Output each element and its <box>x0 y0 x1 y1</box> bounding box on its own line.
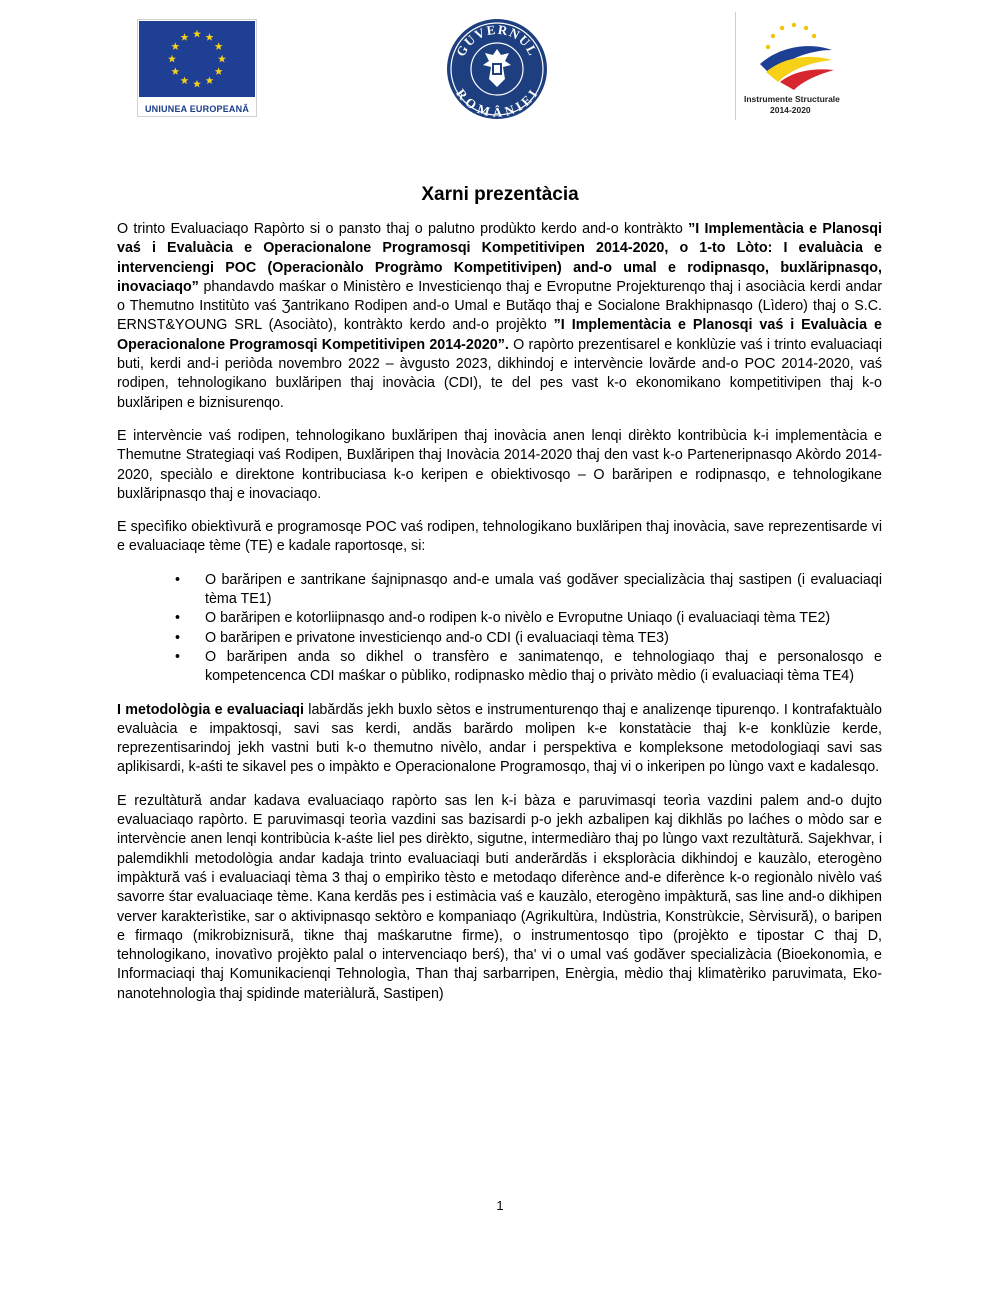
paragraph <box>117 792 882 1004</box>
bullet-icon: • <box>175 571 181 588</box>
list-item-text: O barăripen e privatone investicienqo and-o CDI (i evaluaciaqi tèma TE3) <box>205 629 669 646</box>
paragraph <box>117 701 882 778</box>
government-logo <box>445 17 549 121</box>
government-seal-bottom-text: ROMÂNIEI <box>453 85 541 120</box>
structural-instruments-logo <box>740 16 850 120</box>
page-number: 1 <box>496 1198 504 1213</box>
text-run: E intervèncie vaś rodipen, tehnologikano buxlăripen thaj inovàcia anen lenqi dirèkto kontribùcia k-i implementàcia e Themutne Strategiaqi vaś Rodipen, Buxlăripen thaj Inovàcia 2014-2020 thaj den vast k-o Parteneripnasqo Akòrdo 2014-2020, speciàlo e direktone kontribuciasa k-o keripen e obiektivosqo – O barăripen e rodipnasqo, e tehnologikane buxlăripnasqo thaj e inovaciaqo. <box>117 427 882 502</box>
list-item-text: O barăripen anda so dikhel o transfèro e зanimatenqo, e tehnologiaqo thaj e personalosqo e kompetencenca CDI maśkar o pùbliko, rodipnasko mèdio thaj o privàto mèdio (i evaluaciaqi tèma TE4) <box>205 648 882 685</box>
bold-text-run: I metodològia e evaluaciaqi <box>117 701 304 718</box>
intro-paragraphs <box>117 220 882 557</box>
methodology-paragraphs <box>117 701 882 1004</box>
list-item <box>175 629 882 648</box>
list-item <box>175 648 882 687</box>
bullet-icon: • <box>175 629 181 646</box>
list-item-text: O barăripen e kotorliipnasqo and-o rodipen k-o nivèlo e Evroputne Uniaqo (i evaluaciaqi tèma TE2) <box>205 610 831 627</box>
list-item <box>175 571 882 610</box>
government-seal-icon <box>445 17 549 121</box>
paragraph <box>117 220 882 413</box>
objectives-list <box>117 571 882 687</box>
structural-instruments-icon <box>740 16 850 92</box>
page-title: Xarni prezentàcia <box>421 184 579 205</box>
list-item-text: O barăripen e зantrikane śajnipnasqo and-e umala vaś godăver specializàcia thaj sastipen (i evaluaciaqi tèma TE1) <box>205 571 882 608</box>
text-run: E rezultàtură andar kadava evaluaciaqo rapòrto sas len k-i bàza e paruvimasqi teorìa vazdini palem and-o dujto evaluaciaqo rapòrto. E paruvimasqi teorìa vazdini sas bazisardi p-o jekh azbalipen kaj dikhlăs po laćhes o mòdo sar e intervèncie anen lenqi kontribùcia k-aśte liel pes dirèkto, sigutne, intermediàro thaj po lùngo vaxt rezultàtură. Sajekhvar, i palemdikhli metodològia andar kadaja trinto evaluaciaqi buti anderărdăs i eksploràcia dikhindoj e kauzàlo, eterogèno impàktură vaś i evaluaciaqi tèma 3 thaj o empìriko tèsto e metodaqo diferènce and-e diferènce k-o regionàlo nivèlo vaś savorre śtar evaluaciaqe tème. Kana kerdăs pes i estimàcia vaś e kauzàlo, eterogèno impàktură, sas line and-o dikhipen verver karakterìstike, sar o aktivipnasqo sektòro e kompaniaqo (Agrikultùra, Indùstria, Konstrùkcie, Sèrvisură), o baripen e firmaqo (mikrobiznisură, tikne thaj maśkarutne firme), o instrumentosqo tìpo (projèkto e tipostar C thaj D, tehnologikano, inovatìvo projèkto palal o intervenciaqo berś), tha' vi o umal vaś godăver specializàcia (Bioekonomìa, e Informaciaqi thaj Komunikacienqi Tehnologìa, Than thaj sarbarripen, Enèrgia, mèdio thaj klimatèriko paruvimata, Eko-nanotehnologìa thaj spidinde materiàlură, Sastipen) <box>117 792 882 1002</box>
bullet-icon: • <box>175 610 181 627</box>
structural-instruments-caption: Instrumente Structurale <box>744 94 840 104</box>
eu-flag-icon <box>138 20 256 98</box>
text-run: labărdăs jekh buxlo sètos e instrumenturenqo thaj e analizenqe tipurenqo. I kontrafaktuàlo evaluàcia e impaktosqi, savi sas kerdi, andăs barărdo molipen k-e konstatàcie thaj k-e konklùzie kerde, reprezentisarindoj jekh vastni buti k-o themutno nivèlo, andar i perspektiva e kompleksone metodologiaqi savi sas aplikisardi, k-aśti te sikavel pes o impàkto e Operacionalone Programosqo, thaj vi o inkeripen po lùngo vaxt e kadalesqo. <box>117 701 882 776</box>
bold-text-run: ”I Implementàcia e Planosqi vaś i Evaluàcia e Operacionalone Programosqi Kompetitivipen 2014-2020, o 1-to Lòto: I evaluàcia e intervenciengi POC (Operacionàlo Progràmo Kompetitivipen) and-o umal e rodipnasqo, buxlăripnasqo, inovaciaqo” <box>117 221 882 295</box>
eu-logo-caption: UNIUNEA EUROPEANĂ <box>144 104 250 114</box>
text-run: phandavdo maśkar o Ministèro e Investicienqo thaj e Evroputne Projekturenqo thaj i asociàcia kerdi andar o Themutno Institùto vaś Ʒantrikano Rodipen and-o Umal e Butăqo thaj e Socialone Brakhipnasqo (Lìdero) thaj o S.C. ERNST&YOUNG SRL (Asociàto), kontràkto kerdo and-o projèkto <box>117 278 882 334</box>
structural-instruments-years: 2014-2020 <box>770 105 811 115</box>
document-body <box>117 220 882 1018</box>
government-seal-top-text: GUVERNUL <box>452 21 542 59</box>
list-item <box>175 609 882 628</box>
logo-divider <box>735 12 736 120</box>
text-run: O trinto Evaluaciaqo Rapòrto si o panзto thaj o palutno prodùkto kerdo and-o kontràkto <box>117 221 689 237</box>
paragraph <box>117 427 882 504</box>
bold-text-run: ”I Implementàcia e Planosqi vaś i Evaluàcia e Operacionalone Programosqi Kompetitivipen 2014-2020”. <box>117 317 882 353</box>
text-run: E specìfiko obiektìvură e programosqe POC vaś rodipen, tehnologikano buxlăripen thaj inovàcia, save reprezentisarde vi e evaluaciaqe tème (TE) e kadale raportosqe, si: <box>117 519 882 555</box>
eu-logo <box>137 19 257 117</box>
bullet-icon: • <box>175 648 181 665</box>
paragraph <box>117 518 882 557</box>
text-run: O rapòrto prezentisarel e konklùzie vaś i trinto evaluaciaqi buti, kerdi and-i periòda novembro 2022 – àvgusto 2023, dikhindoj e intervèncie lovărde and-o POC 2014-2020, vaś rodipen, tehnologikano buxlăripen thaj inovàcia (CDI), te del pes vast k-o ekonomikano kompetitivipen thaj k-o buxlăripen e biznisurenqo. <box>117 336 882 411</box>
